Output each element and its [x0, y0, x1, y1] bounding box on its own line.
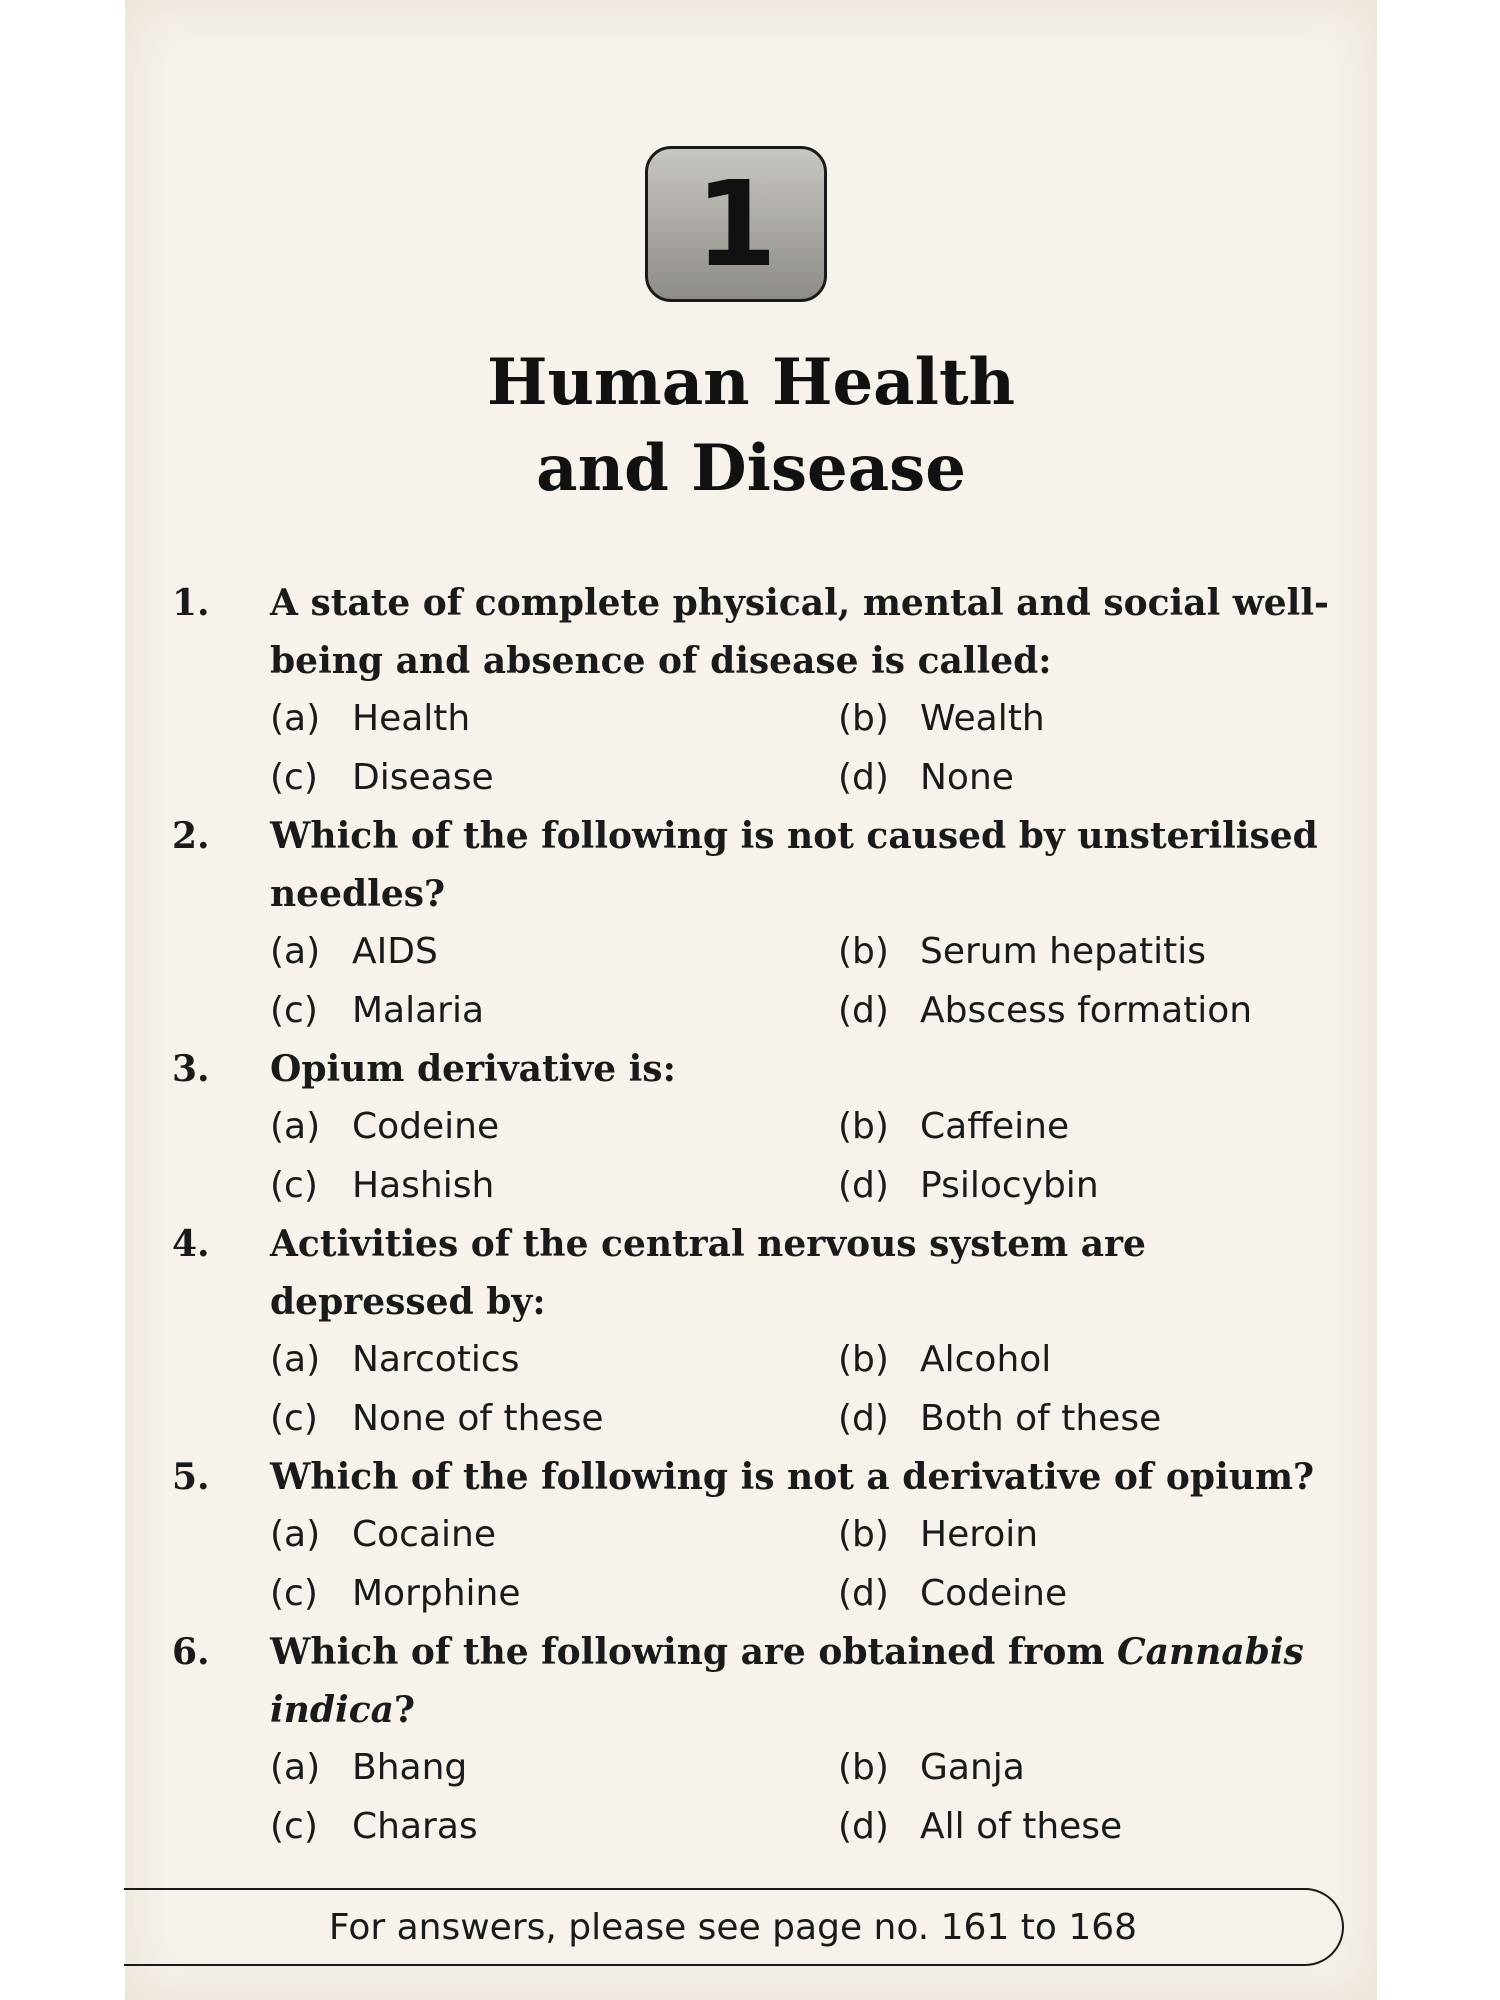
option-text: Narcotics — [352, 1339, 520, 1380]
option-label: (a) — [270, 1106, 321, 1147]
option-c — [270, 1565, 838, 1624]
question-text — [270, 1623, 1360, 1739]
option-b — [838, 923, 1358, 982]
option-label: (b) — [838, 1514, 889, 1555]
answers-note-box — [124, 1888, 1344, 1966]
option-label: (a) — [270, 1339, 321, 1380]
option-b — [838, 1098, 1358, 1157]
option-list — [270, 690, 1360, 807]
option-label: (d) — [838, 989, 889, 1031]
option-label: (c) — [270, 1164, 318, 1206]
option-text: Wealth — [920, 698, 1045, 739]
option-label: (d) — [838, 756, 889, 798]
question-number: 5. — [172, 1456, 210, 1498]
option-text: Abscess formation — [920, 989, 1253, 1031]
option-text: Bhang — [352, 1747, 468, 1788]
option-label: (b) — [838, 931, 889, 972]
option-text: Charas — [352, 1805, 478, 1847]
question-5 — [160, 1448, 1360, 1623]
question-number: 1. — [172, 582, 210, 624]
question-1 — [160, 574, 1360, 807]
option-text: Hashish — [352, 1164, 495, 1206]
option-b — [838, 1331, 1358, 1390]
option-c — [270, 1157, 838, 1216]
option-text: Both of these — [920, 1397, 1162, 1439]
option-d — [838, 1157, 1358, 1216]
chapter-title-line-1: Human Health — [486, 345, 1016, 420]
option-label: (d) — [838, 1164, 889, 1206]
option-a — [270, 1739, 838, 1798]
option-d — [838, 749, 1358, 808]
option-label: (b) — [838, 1747, 889, 1788]
option-a — [270, 690, 838, 749]
question-list — [160, 574, 1360, 1856]
question-number: 6. — [172, 1631, 210, 1673]
option-label: (a) — [270, 1747, 321, 1788]
chapter-number-badge — [645, 146, 827, 302]
option-text: Heroin — [920, 1514, 1039, 1555]
option-a — [270, 1331, 838, 1390]
question-text: Which of the following is not caused by unsterilised needles? — [270, 815, 1318, 915]
chapter-title — [125, 340, 1377, 512]
question-number: 3. — [172, 1048, 210, 1090]
question-4 — [160, 1215, 1360, 1448]
option-label: (c) — [270, 1397, 318, 1439]
question-number: 2. — [172, 815, 210, 857]
option-label: (d) — [838, 1805, 889, 1847]
option-d — [838, 982, 1358, 1041]
option-text: None of these — [352, 1397, 604, 1439]
option-text: Morphine — [352, 1572, 521, 1614]
option-list — [270, 1098, 1360, 1215]
question-3 — [160, 1040, 1360, 1215]
option-list — [270, 1331, 1360, 1448]
option-text: Malaria — [352, 989, 485, 1031]
option-b — [838, 1506, 1358, 1565]
species-name: Cannabis indica — [270, 1631, 1304, 1731]
option-label: (c) — [270, 756, 318, 798]
option-list — [270, 1739, 1360, 1856]
option-label: (b) — [838, 1106, 889, 1147]
option-text: Codeine — [352, 1106, 500, 1147]
option-d — [838, 1798, 1358, 1857]
chapter-title-line-2: and Disease — [536, 431, 966, 506]
option-text: Cocaine — [352, 1514, 496, 1555]
option-label: (c) — [270, 1805, 318, 1847]
option-c — [270, 749, 838, 808]
option-a — [270, 923, 838, 982]
option-b — [838, 1739, 1358, 1798]
question-2 — [160, 807, 1360, 1040]
chapter-number: 1 — [694, 155, 778, 293]
option-text: Caffeine — [920, 1106, 1070, 1147]
question-number: 4. — [172, 1223, 210, 1265]
question-text-start: Which of the following are obtained from — [270, 1631, 1118, 1673]
option-text: Alcohol — [920, 1339, 1052, 1380]
option-c — [270, 982, 838, 1041]
answers-note-text: For answers, please see page no. 161 to 168 — [328, 1906, 1138, 1948]
question-text: Which of the following is not a derivative of opium? — [270, 1456, 1315, 1498]
option-a — [270, 1098, 838, 1157]
option-list — [270, 923, 1360, 1040]
option-text: Health — [352, 698, 471, 739]
option-a — [270, 1506, 838, 1565]
option-list — [270, 1506, 1360, 1623]
option-label: (d) — [838, 1572, 889, 1614]
option-label: (a) — [270, 931, 321, 972]
question-text-end: ? — [393, 1689, 416, 1731]
option-text: None — [920, 756, 1014, 798]
option-label: (c) — [270, 989, 318, 1031]
option-label: (b) — [838, 1339, 889, 1380]
question-text: A state of complete physical, mental and social well-being and absence of disease is called: — [270, 582, 1329, 682]
question-text: Activities of the central nervous system are depressed by: — [270, 1223, 1146, 1323]
question-6 — [160, 1623, 1360, 1856]
option-d — [838, 1390, 1358, 1449]
option-label: (b) — [838, 698, 889, 739]
option-label: (a) — [270, 698, 321, 739]
option-text: Ganja — [920, 1747, 1025, 1788]
option-b — [838, 690, 1358, 749]
option-c — [270, 1390, 838, 1449]
option-label: (d) — [838, 1397, 889, 1439]
option-text: AIDS — [352, 931, 438, 972]
option-text: Codeine — [920, 1572, 1068, 1614]
option-text: Disease — [352, 756, 494, 798]
option-text: Psilocybin — [920, 1164, 1099, 1206]
option-d — [838, 1565, 1358, 1624]
option-label: (a) — [270, 1514, 321, 1555]
option-c — [270, 1798, 838, 1857]
option-text: Serum hepatitis — [920, 931, 1206, 972]
question-text: Opium derivative is: — [270, 1048, 676, 1090]
option-text: All of these — [920, 1805, 1123, 1847]
option-label: (c) — [270, 1572, 318, 1614]
